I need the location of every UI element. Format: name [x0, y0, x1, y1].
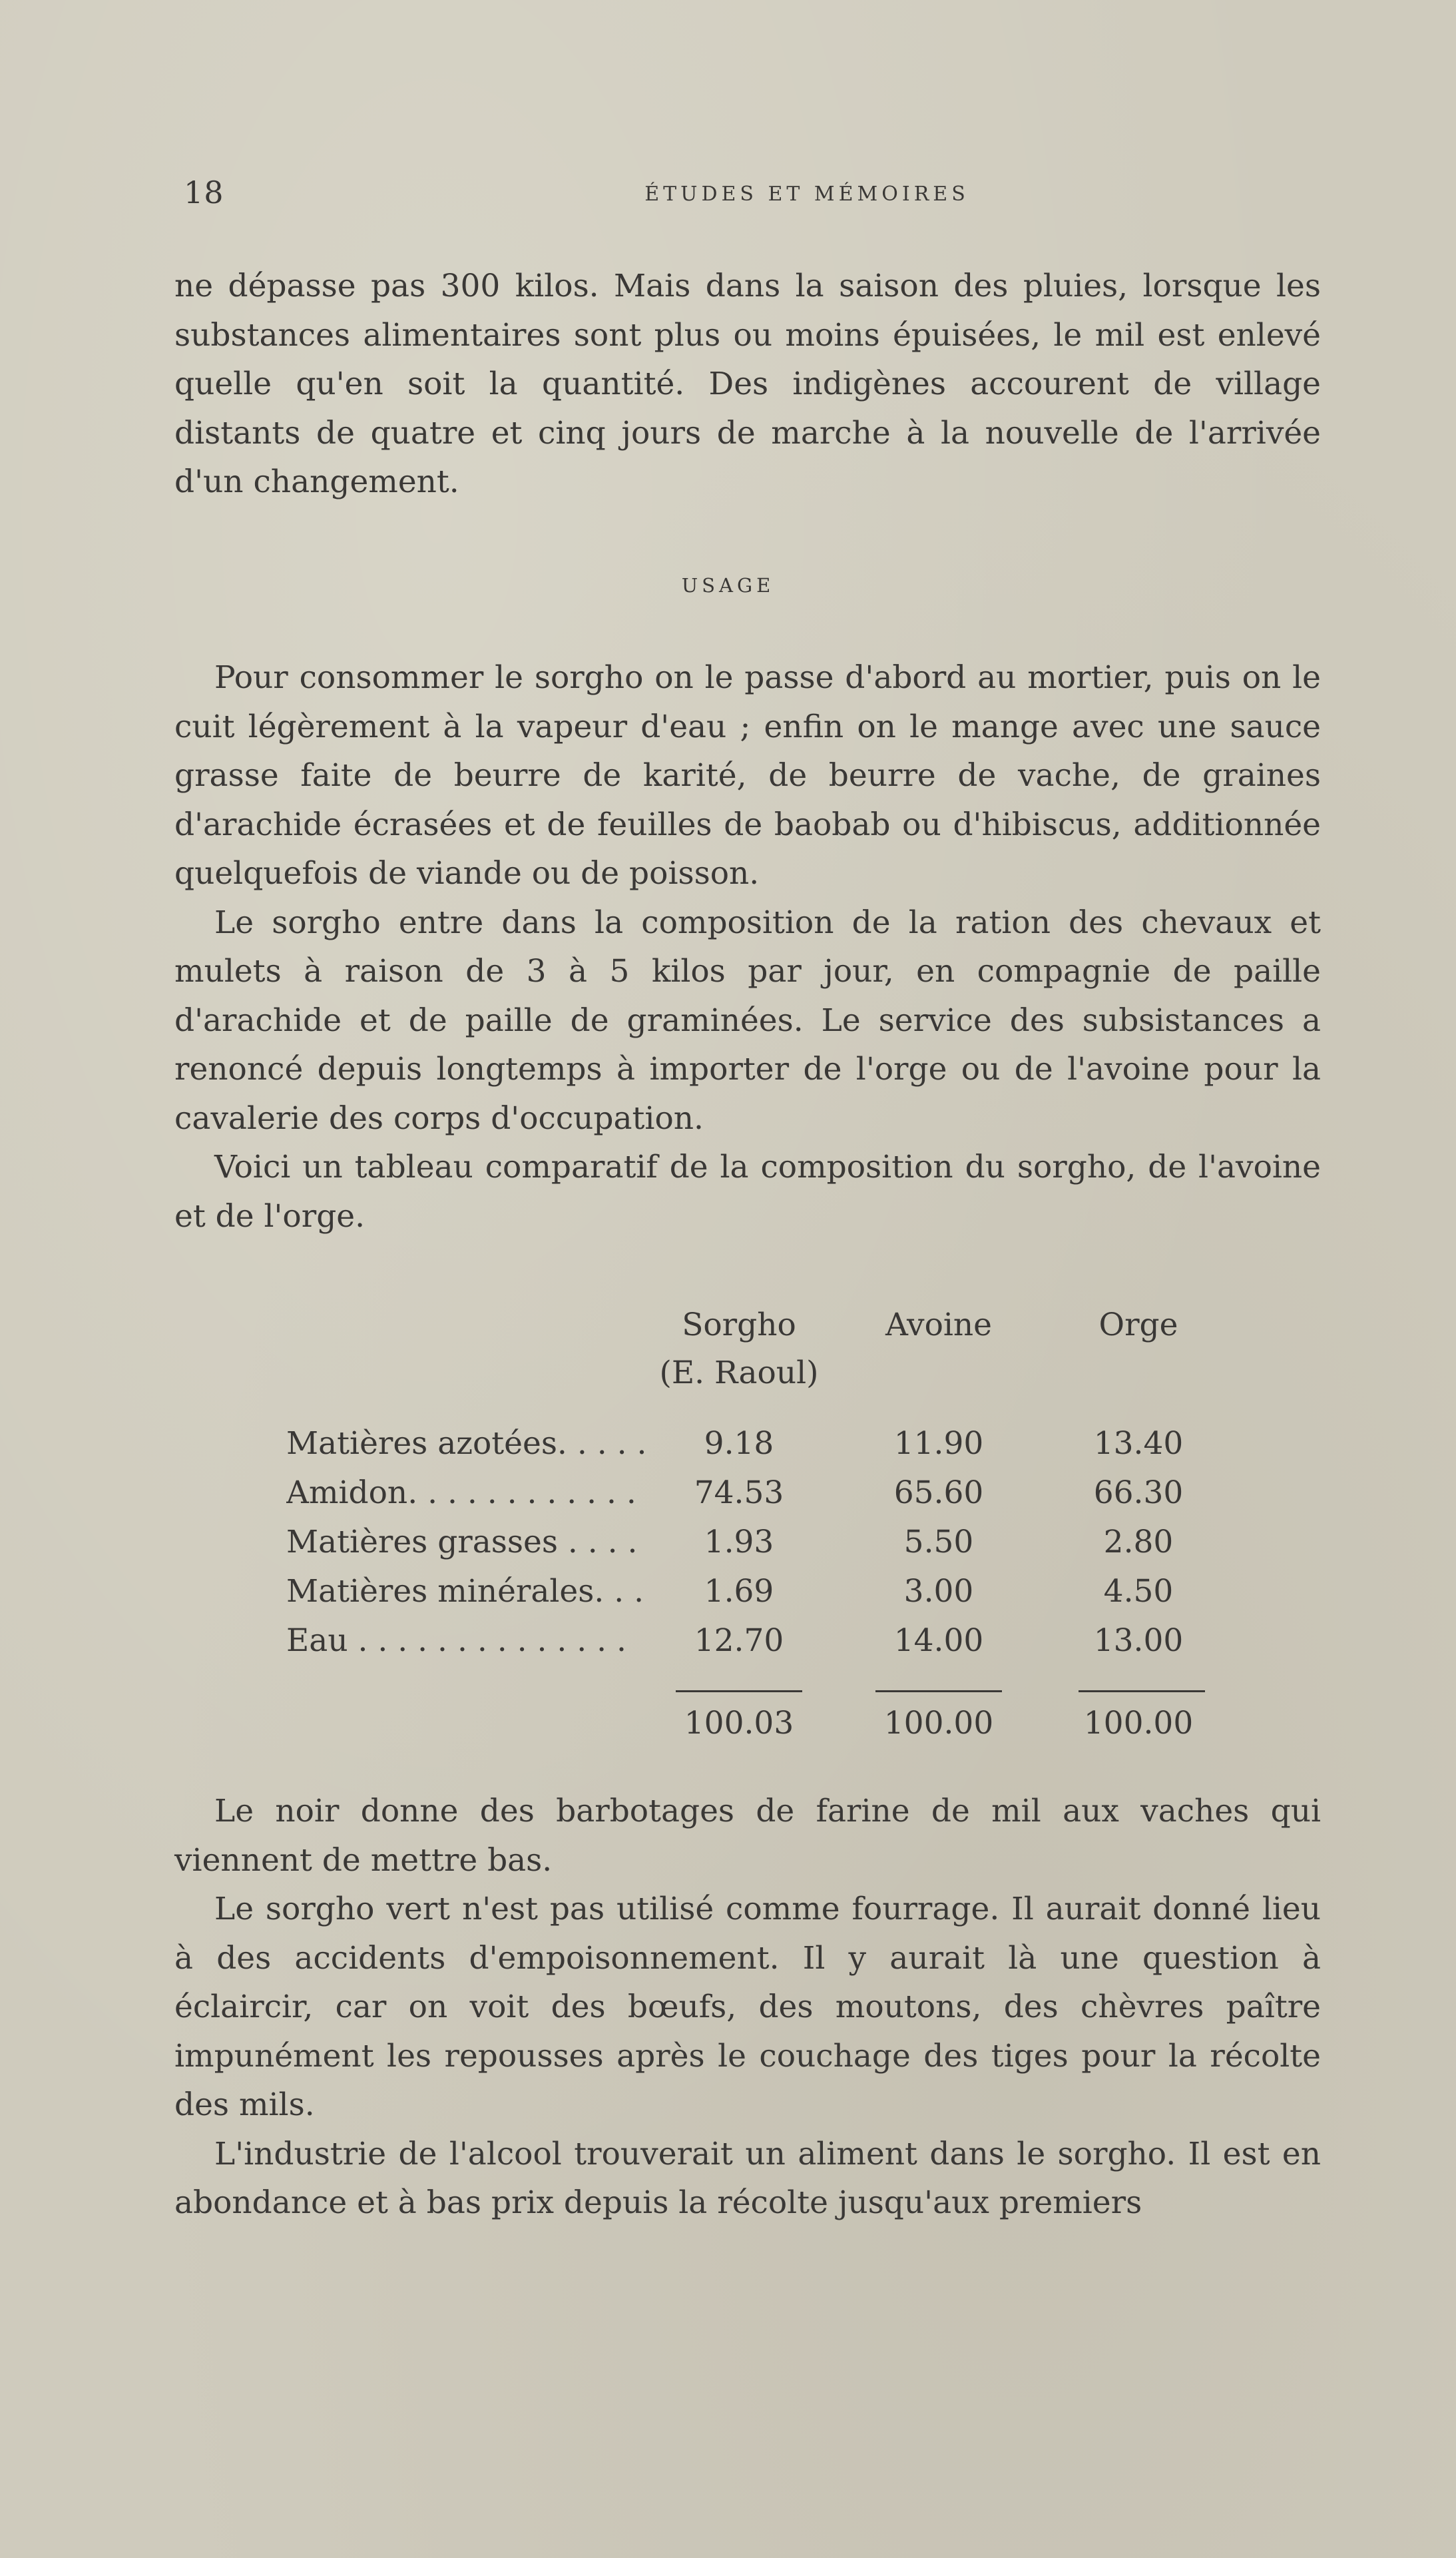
total-rule-orge: [1079, 1690, 1205, 1692]
cell-minerales-sorgho: 1.69: [704, 1573, 774, 1610]
total-rule-avoine: [875, 1690, 1002, 1692]
text-block-top: [174, 262, 1321, 507]
row-label-matieres-minerales: Matières minérales. . .: [286, 1573, 644, 1610]
cell-grasses-avoine: 5.50: [903, 1524, 974, 1560]
paragraph-5: Le noir donne des barbotages de farine de mil aux vaches qui viennent de mettre bas.: [174, 1793, 1321, 1879]
row-label-amidon: Amidon. . . . . . . . . . . .: [286, 1474, 636, 1511]
cell-minerales-orge: 4.50: [1103, 1573, 1174, 1610]
cell-grasses-sorgho: 1.93: [704, 1524, 774, 1560]
paragraph-7: L'industrie de l'alcool trouverait un aliment dans le sorgho. Il est en abondance et à bas prix depuis la récolte jusqu'aux premiers: [174, 2135, 1321, 2221]
cell-azotees-avoine: 11.90: [893, 1425, 984, 1462]
column-subheader-sorgho: (E. Raoul): [659, 1355, 819, 1391]
text-block-bottom: [174, 1787, 1321, 2228]
paragraph-6: Le sorgho vert n'est pas utilisé comme fourrage. Il aurait donné lieu à des accidents d'empoisonnement. Il y aurait là une question à éclaircir, car on voit des bœufs, des moutons, des chèvres paître impunément les repousses après le couchage des tiges pour la récolte des mils.: [174, 1891, 1321, 2123]
row-label-matieres-azotees: Matières azotées. . . . .: [286, 1425, 647, 1462]
page-header: [181, 174, 1273, 214]
composition-table: [280, 1307, 1225, 1746]
column-header-sorgho: Sorgho: [682, 1307, 796, 1343]
paragraph-3: Le sorgho entre dans la composition de la ration des chevaux et mulets à raison de 3 à 5 kilos par jour, en compagnie de paille d'arachide et de paille de graminées. Le service des subsistances a renoncé depuis longtemps à importer de l'orge ou de l'avoine pour la cavalerie des corps d'occupation.: [174, 904, 1321, 1137]
page-number: 18: [184, 174, 224, 210]
total-sorgho: 100.03: [684, 1705, 794, 1742]
total-rule-sorgho: [676, 1690, 802, 1692]
row-label-matieres-grasses: Matières grasses . . . .: [286, 1524, 638, 1560]
cell-grasses-orge: 2.80: [1103, 1524, 1174, 1560]
paragraph-4: Voici un tableau comparatif de la composition du sorgho, de l'avoine et de l'orge.: [174, 1149, 1321, 1235]
column-header-orge: Orge: [1098, 1307, 1178, 1343]
cell-eau-avoine: 14.00: [893, 1622, 984, 1659]
row-label-eau: Eau . . . . . . . . . . . . . .: [286, 1622, 626, 1659]
cell-amidon-avoine: 65.60: [893, 1474, 984, 1511]
cell-eau-sorgho: 12.70: [694, 1622, 784, 1659]
text-block-usage: [174, 653, 1321, 1241]
total-orge: 100.00: [1083, 1705, 1194, 1742]
cell-azotees-sorgho: 9.18: [704, 1425, 774, 1462]
paragraph-1: ne dépasse pas 300 kilos. Mais dans la saison des pluies, lorsque les substances alimentaires sont plus ou moins épuisées, le mil est enlevé quelle qu'en soit la quantité. Des indigènes accourent de village distants de quatre et cinq jours de marche à la nouvelle de l'arrivée d'un changement.: [174, 268, 1321, 500]
running-head: ÉTUDES ET MÉMOIRES: [644, 182, 969, 206]
column-header-avoine: Avoine: [885, 1307, 992, 1343]
cell-amidon-sorgho: 74.53: [694, 1474, 784, 1511]
cell-eau-orge: 13.00: [1093, 1622, 1184, 1659]
paragraph-2: Pour consommer le sorgho on le passe d'abord au mortier, puis on le cuit légèrement à la vapeur d'eau ; enfin on le mange avec une sauce grasse faite de beurre de karité, de beurre de vache, de graines d'arachide écrasées et de feuilles de baobab ou d'hibiscus, additionnée quelquefois de viande ou de poisson.: [174, 659, 1321, 892]
cell-azotees-orge: 13.40: [1093, 1425, 1184, 1462]
cell-amidon-orge: 66.30: [1093, 1474, 1184, 1511]
section-heading: USAGE: [681, 574, 775, 597]
total-avoine: 100.00: [883, 1705, 994, 1742]
cell-minerales-avoine: 3.00: [903, 1573, 974, 1610]
